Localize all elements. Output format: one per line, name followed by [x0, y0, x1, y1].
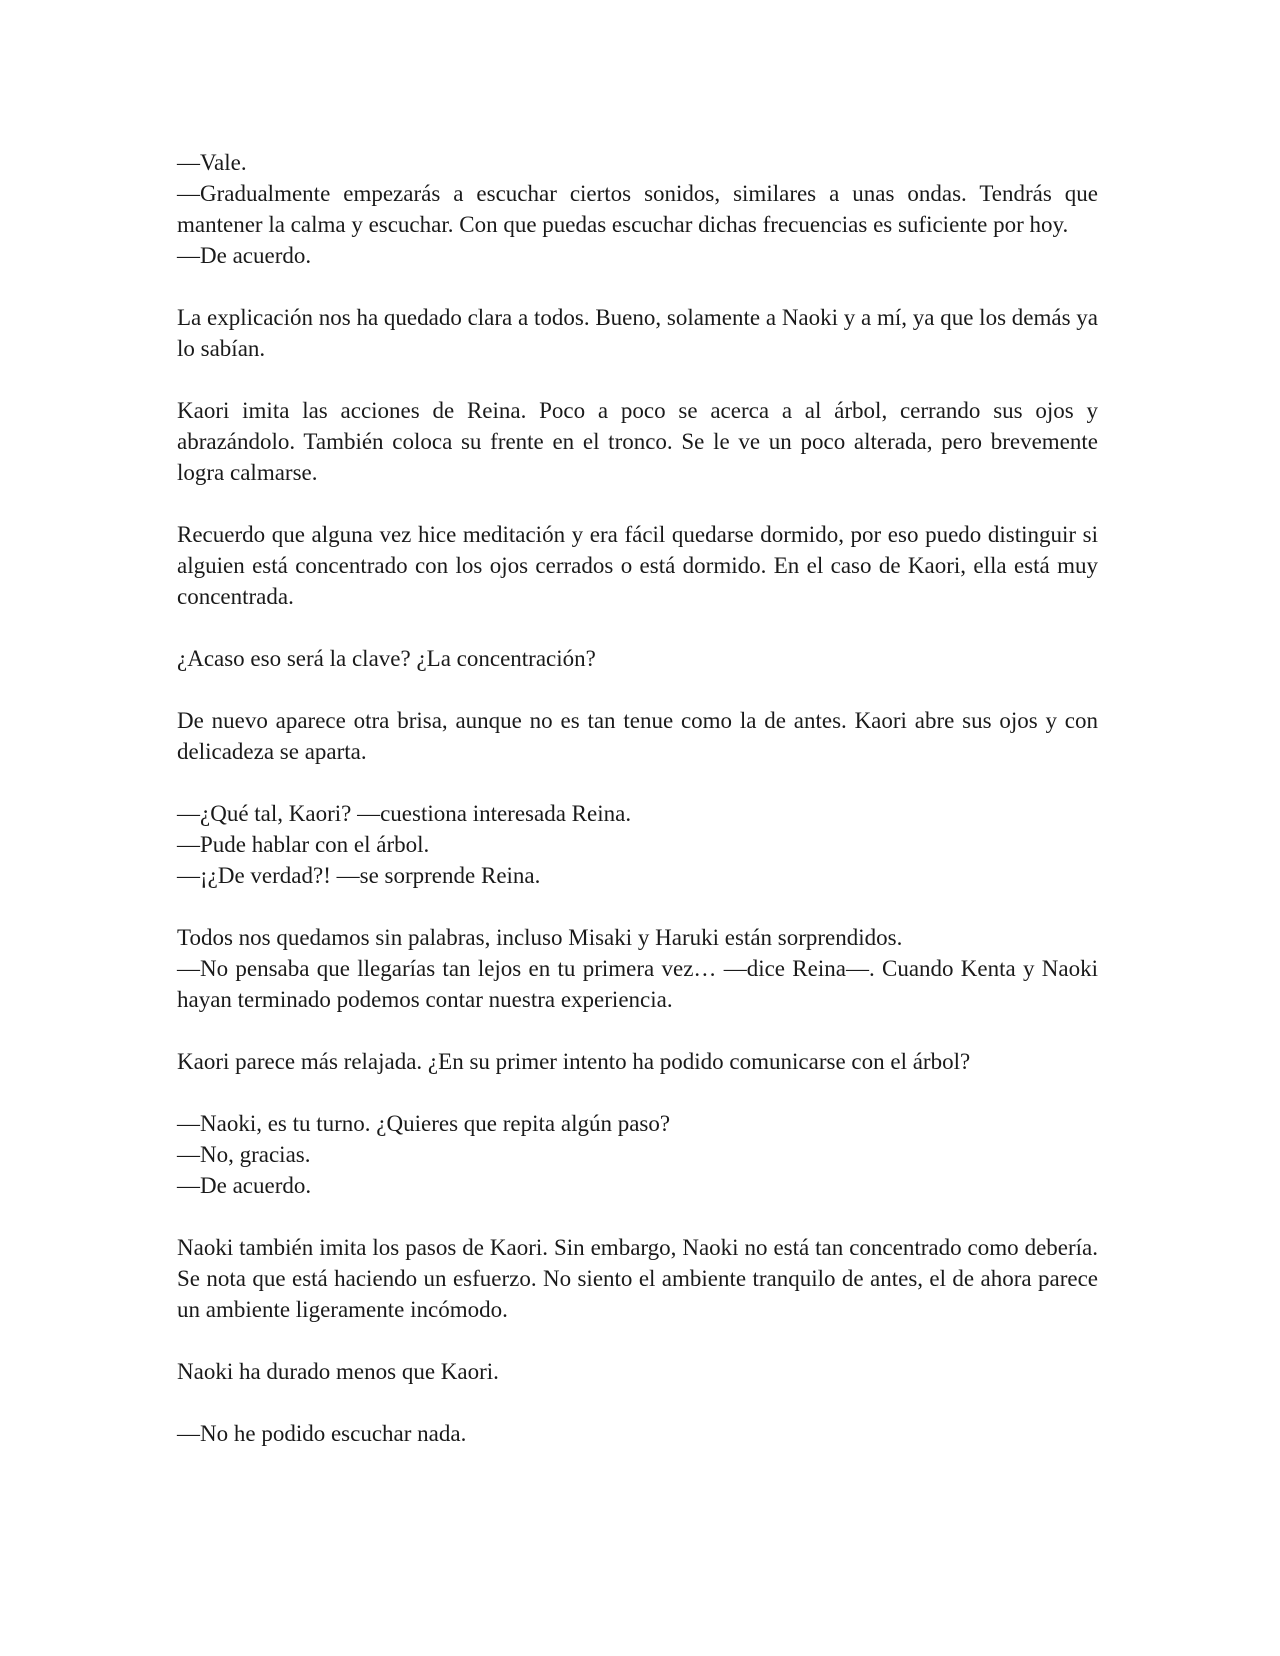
dialogue-line: —Vale. [177, 150, 247, 175]
dialogue-line: —De acuerdo. [177, 1173, 312, 1198]
paragraph-kaori-imitates [177, 395, 1098, 488]
paragraph-dialogue-1 [177, 147, 1098, 271]
paragraph-kaori-relaxed [177, 1046, 1098, 1077]
document-body [177, 147, 1098, 1480]
paragraph-breeze [177, 705, 1098, 767]
narrative-text: Kaori imita las acciones de Reina. Poco a poco se acerca a al árbol, cerrando sus ojos y abrazándolo. También coloca su frente en el tronco. Se le ve un poco alterada, pero brevemente logra calmarse. [177, 398, 1098, 485]
narrative-text: Todos nos quedamos sin palabras, incluso Misaki y Haruki están sorprendidos. [177, 925, 903, 950]
dialogue-line: —¿Qué tal, Kaori? —cuestiona interesada Reina. [177, 801, 632, 826]
dialogue-line: —Naoki, es tu turno. ¿Quieres que repita algún paso? [177, 1111, 671, 1136]
dialogue-line: —No he podido escuchar nada. [177, 1421, 467, 1446]
dialogue-line: —Gradualmente empezarás a escuchar ciertos sonidos, similares a unas ondas. Tendrás que mantener la calma y escuchar. Con que puedas escuchar dichas frecuencias es suficiente por hoy. [177, 181, 1098, 237]
paragraph-question [177, 643, 1098, 674]
paragraph-dialogue-4 [177, 1418, 1098, 1449]
paragraph-surprise [177, 922, 1098, 1015]
paragraph-naoki-imitates [177, 1232, 1098, 1325]
dialogue-line: —De acuerdo. [177, 243, 312, 268]
dialogue-line: —No, gracias. [177, 1142, 311, 1167]
narrative-text: Kaori parece más relajada. ¿En su primer intento ha podido comunicarse con el árbol? [177, 1049, 971, 1074]
paragraph-dialogue-2 [177, 798, 1098, 891]
narrative-text: Recuerdo que alguna vez hice meditación y era fácil quedarse dormido, por eso puedo distinguir si alguien está concentrado con los ojos cerrados o está dormido. En el caso de Kaori, ella está muy concentrada. [177, 522, 1098, 609]
dialogue-line: —¡¿De verdad?! —se sorprende Reina. [177, 863, 541, 888]
paragraph-dialogue-3 [177, 1108, 1098, 1201]
narrative-text: La explicación nos ha quedado clara a todos. Bueno, solamente a Naoki y a mí, ya que los demás ya lo sabían. [177, 305, 1098, 361]
paragraph-meditation [177, 519, 1098, 612]
narrative-text: De nuevo aparece otra brisa, aunque no es tan tenue como la de antes. Kaori abre sus ojos y con delicadeza se aparta. [177, 708, 1098, 764]
narrative-text: Naoki ha durado menos que Kaori. [177, 1359, 499, 1384]
paragraph-naoki-duration [177, 1356, 1098, 1387]
dialogue-line: —No pensaba que llegarías tan lejos en tu primera vez… —dice Reina—. Cuando Kenta y Naoki hayan terminado podemos contar nuestra experiencia. [177, 956, 1098, 1012]
narrative-text: Naoki también imita los pasos de Kaori. Sin embargo, Naoki no está tan concentrado como debería. Se nota que está haciendo un esfuerzo. No siento el ambiente tranquilo de antes, el de ahora parece un ambiente ligeramente incómodo. [177, 1235, 1098, 1322]
narrative-text: ¿Acaso eso será la clave? ¿La concentración? [177, 646, 596, 671]
dialogue-line: —Pude hablar con el árbol. [177, 832, 430, 857]
paragraph-explanation [177, 302, 1098, 364]
